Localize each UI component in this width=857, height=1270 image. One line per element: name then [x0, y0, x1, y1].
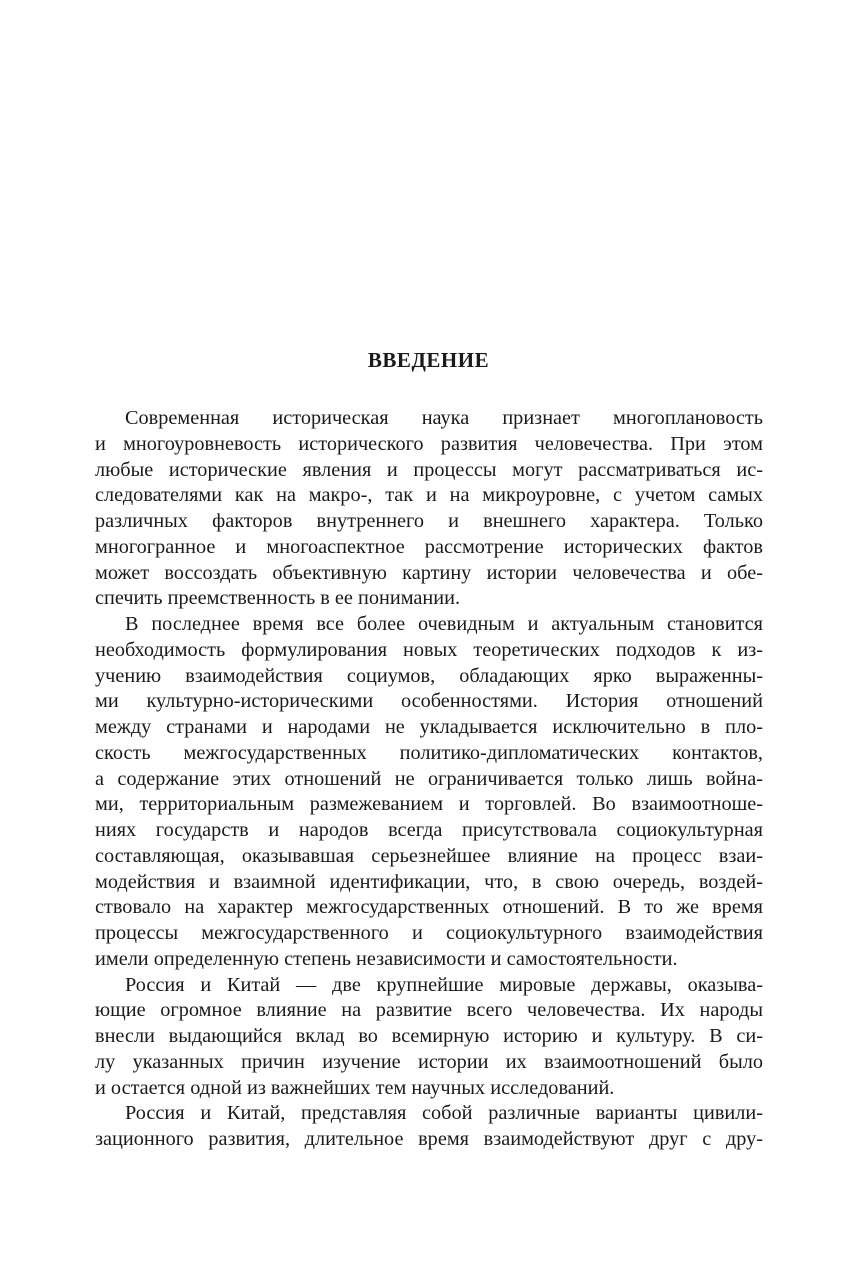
section-heading: ВВЕДЕНИЕ	[367, 348, 490, 372]
text-line: учению взаимодействия социумов, обладающих ярко выраженны-	[95, 664, 763, 687]
text-line: необходимость формулирования новых теоретических подходов к из-	[95, 638, 763, 661]
text-line: и многоуровневость исторического развития человечества. При этом	[95, 432, 763, 455]
text-line: ющие огромное влияние на развитие всего человечества. Их народы	[95, 999, 763, 1022]
text-line: ниях государств и народов всегда присутствовала социокультурная	[95, 819, 763, 841]
paragraph-2	[95, 612, 763, 973]
text-body	[95, 406, 763, 1153]
paragraph-4	[95, 1101, 763, 1153]
text-line: различных факторов внутреннего и внешнего характера. Только	[95, 510, 763, 532]
text-line: зационного развития, длительное время взаимодействуют друг с дру-	[95, 1128, 763, 1150]
text-line: ми, территориальным размежеванием и торговлей. Во взаимоотноше-	[95, 793, 763, 816]
text-line: ствовало на характер межгосударственных отношений. В то же время	[95, 896, 763, 919]
text-line: модействия и взаимной идентификации, что, в свою очередь, воздей-	[95, 870, 763, 893]
text-line: Россия и Китай, представляя собой различные варианты цивили-	[125, 1102, 763, 1125]
text-line: внесли выдающийся вклад во всемирную историю и культуру. В си-	[95, 1025, 763, 1047]
text-line: спечить преемственность в ее понимании.	[95, 587, 461, 610]
text-line: Россия и Китай — две крупнейшие мировые державы, оказыва-	[125, 973, 763, 996]
text-line: может воссоздать объективную картину истории человечества и обе-	[95, 561, 763, 584]
paragraph-3	[95, 973, 763, 1102]
text-line: имели определенную степень независимости и самостоятельности.	[95, 947, 678, 970]
paragraph-1	[95, 406, 763, 612]
text-line: следователями как на макро-, так и на микроуровне, с учетом самых	[95, 484, 763, 507]
text-line: ми культурно-историческими особенностями. История отношений	[95, 690, 763, 713]
text-line: между странами и народами не укладывается исключительно в пло-	[95, 716, 763, 738]
text-line: В последнее время все более очевидным и актуальным становится	[125, 613, 763, 635]
text-line: процессы межгосударственного и социокультурного взаимодействия	[95, 922, 763, 944]
text-line: а содержание этих отношений не ограничивается только лишь война-	[95, 767, 763, 790]
text-line: лу указанных причин изучение истории их взаимоотношений было	[95, 1050, 763, 1073]
text-line: любые исторические явления и процессы могут рассматриваться ис-	[95, 458, 763, 481]
text-line: составляющая, оказывавшая серьезнейшее влияние на процесс взаи-	[95, 844, 763, 867]
text-line: и остается одной из важнейших тем научных исследований.	[95, 1076, 615, 1099]
text-line: Современная историческая наука признает многоплановость	[125, 407, 763, 429]
text-line: скость межгосударственных политико-дипломатических контактов,	[95, 741, 763, 764]
text-line: многогранное и многоаспектное рассмотрение исторических фактов	[95, 535, 763, 558]
